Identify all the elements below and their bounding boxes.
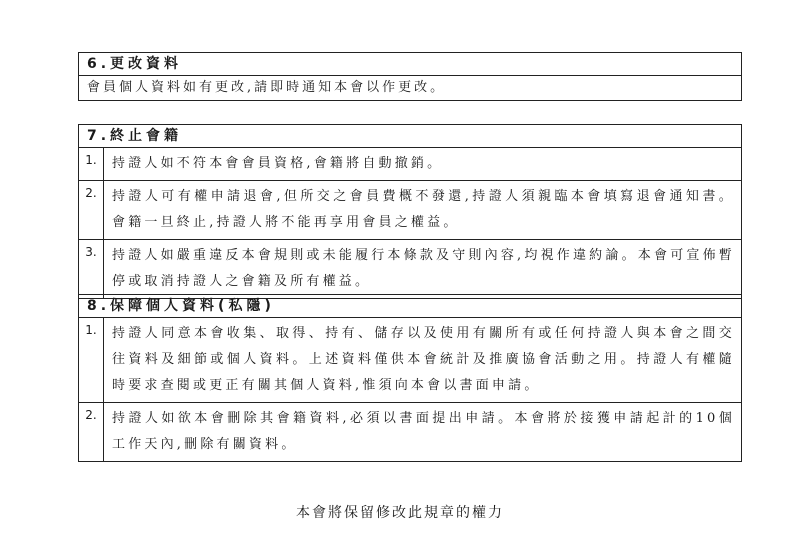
section-7-item bbox=[79, 148, 741, 180]
section-8-item bbox=[79, 318, 741, 402]
section-7-termination bbox=[78, 124, 742, 299]
section-6-body: 會員個人資料如有更改,請即時通知本會以作更改。 bbox=[87, 80, 447, 95]
item-text: 持證人如欲本會刪除其會籍資料,必須以書面提出申請。本會將於接獲申請起計的10個工作天內,刪除有關資料。 bbox=[112, 411, 735, 452]
section-7-title: 7.終止會籍 bbox=[79, 125, 741, 148]
item-text: 持證人可有權申請退會,但所交之會員費概不發還,持證人須親臨本會填寫退會通知書。會籍一旦終止,持證人將不能再享用會員之權益。 bbox=[112, 189, 735, 230]
section-8-item bbox=[79, 402, 741, 461]
item-number: 3. bbox=[79, 240, 104, 298]
footer-note: 本會將保留修改此規章的權力 bbox=[296, 505, 504, 521]
section-7-items bbox=[79, 148, 741, 298]
item-text: 持證人如嚴重違反本會規則或未能履行本條款及守則內容,均視作違約論。本會可宣佈暫停或取消持證人之會籍及所有權益。 bbox=[112, 248, 735, 289]
item-text: 持證人如不符本會會員資格,會籍將自動撤銷。 bbox=[112, 156, 444, 171]
section-8-items bbox=[79, 318, 741, 461]
section-7-item bbox=[79, 239, 741, 298]
section-6-title: 6.更改資料 bbox=[79, 53, 741, 76]
item-number: 1. bbox=[79, 318, 104, 402]
section-7-item bbox=[79, 180, 741, 239]
item-number: 2. bbox=[79, 403, 104, 461]
section-8-personal-data-privacy bbox=[78, 294, 742, 462]
item-text: 持證人同意本會收集、取得、持有、儲存以及使用有關所有或任何持證人與本會之間交往資料及細節或個人資料。上述資料僅供本會統計及推廣協會活動之用。持證人有權隨時要求查閱或更正有關其個人資料,惟須向本會以書面申請。 bbox=[112, 326, 735, 393]
section-8-title: 8.保障個人資料(私隱) bbox=[79, 295, 741, 318]
item-number: 2. bbox=[79, 181, 104, 239]
section-6-change-of-information bbox=[78, 52, 742, 101]
item-number: 1. bbox=[79, 148, 104, 180]
